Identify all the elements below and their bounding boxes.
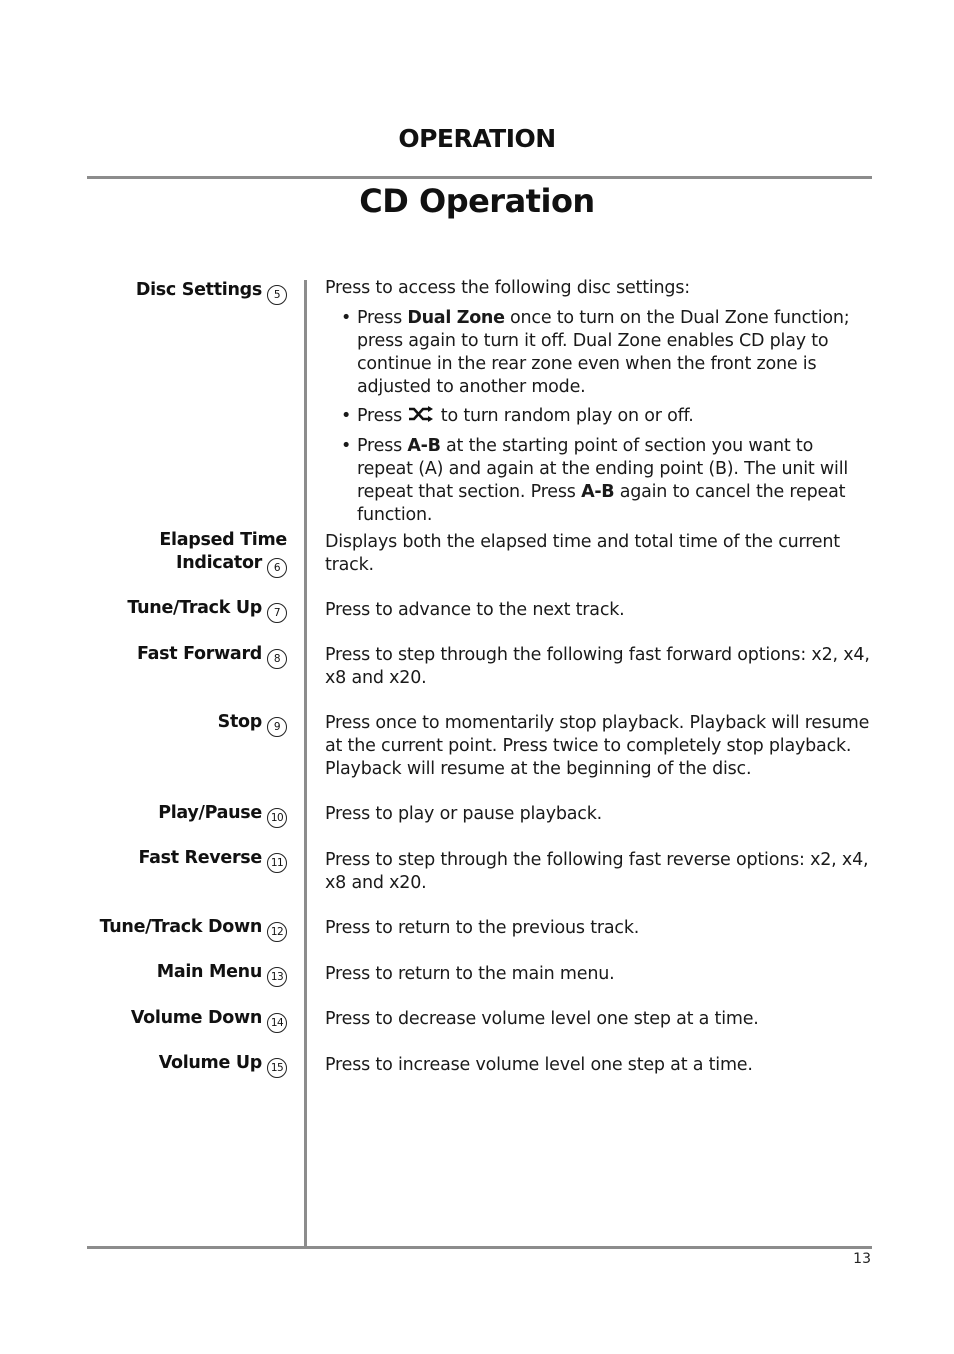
callout-number: 9 <box>267 717 287 737</box>
desc-fast-reverse: Press to step through the following fast reverse options: x2, x4, x8 and x20. <box>325 850 869 893</box>
label-text: Tune/Track Up <box>127 598 262 618</box>
desc-volume-down: Press to decrease volume level one step at a time. <box>325 1009 759 1029</box>
desc-play-pause: Press to play or pause playback. <box>325 804 603 824</box>
page-number: 13 <box>853 1251 871 1267</box>
shuffle-icon <box>407 406 435 429</box>
label-text: Fast Reverse <box>138 848 262 868</box>
bullet-dual-zone: • Press Dual Zone once to turn on the Dual Zone function; press again to turn it off. Dual Zone enables CD play to continue in the rear zone even when the front zone is adjusted to another mode. <box>341 308 850 397</box>
label-text: Disc Settings <box>135 280 262 300</box>
label-text: Play/Pause <box>158 803 262 823</box>
label-fast-reverse <box>138 847 287 873</box>
bullet-a-b: • Press A-B at the starting point of section you want to repeat (A) and again at the ending point (B). The unit will repeat that section. Press A-B again to cancel the repeat function. <box>341 436 849 525</box>
desc-fast-forward: Press to step through the following fast forward options: x2, x4, x8 and x20. <box>325 645 870 688</box>
bullet-dot: • <box>341 436 352 456</box>
label-fast-forward <box>137 643 287 669</box>
callout-number: 12 <box>267 922 287 942</box>
label-volume-up <box>159 1052 287 1078</box>
bullet-dot: • <box>341 308 352 328</box>
bullet-random: • Press to turn random play on or off. <box>325 405 870 429</box>
label-text-line1: Elapsed Time <box>159 530 287 550</box>
desc-tune-track-up: Press to advance to the next track. <box>325 600 625 620</box>
label-text: Volume Down <box>130 1008 262 1028</box>
label-disc-settings <box>136 279 287 305</box>
desc-intro: Press to access the following disc settings: <box>325 278 690 298</box>
label-text: Tune/Track Down <box>99 917 262 937</box>
label-tune-track-down <box>100 916 287 942</box>
bottom-rule <box>87 1246 872 1249</box>
page-title: CD Operation <box>359 182 595 220</box>
desc-stop: Press once to momentarily stop playback. Playback will resume at the current point. Press twice to completely stop playback. Playback will resume at the beginning of the disc. <box>325 713 870 779</box>
label-main-menu <box>157 961 287 987</box>
callout-number: 10 <box>267 808 287 828</box>
label-stop <box>218 711 287 737</box>
dual-zone-key: Dual Zone <box>407 308 505 328</box>
desc-volume-up: Press to increase volume level one step at a time. <box>325 1055 753 1075</box>
desc-main-menu: Press to return to the main menu. <box>325 964 615 984</box>
callout-number: 11 <box>267 853 287 873</box>
desc-elapsed-time-indicator: Displays both the elapsed time and total time of the current track. <box>325 532 840 575</box>
label-text: Volume Up <box>158 1053 262 1073</box>
bullet-dot: • <box>341 406 352 426</box>
callout-number: 13 <box>267 967 287 987</box>
callout-number: 6 <box>267 558 287 578</box>
label-text: Indicator <box>176 553 262 573</box>
bullet-list <box>325 307 870 527</box>
desc-tune-track-down: Press to return to the previous track. <box>325 918 640 938</box>
callout-number: 15 <box>267 1058 287 1078</box>
label-text: Stop <box>217 712 262 732</box>
top-rule <box>87 176 872 179</box>
column-divider <box>304 280 307 1248</box>
callout-number: 5 <box>267 285 287 305</box>
a-b-key: A-B <box>407 436 441 456</box>
label-text: Fast Forward <box>136 644 262 664</box>
label-volume-down <box>131 1007 287 1033</box>
section-heading: OPERATION <box>398 124 556 153</box>
label-play-pause <box>158 802 287 828</box>
callout-number: 14 <box>267 1013 287 1033</box>
callout-number: 8 <box>267 649 287 669</box>
label-tune-track-up <box>127 597 287 623</box>
label-elapsed-time-indicator <box>159 529 287 578</box>
a-b-key: A-B <box>581 482 615 502</box>
desc-disc-settings <box>325 277 870 533</box>
label-text: Main Menu <box>156 962 262 982</box>
callout-number: 7 <box>267 603 287 623</box>
